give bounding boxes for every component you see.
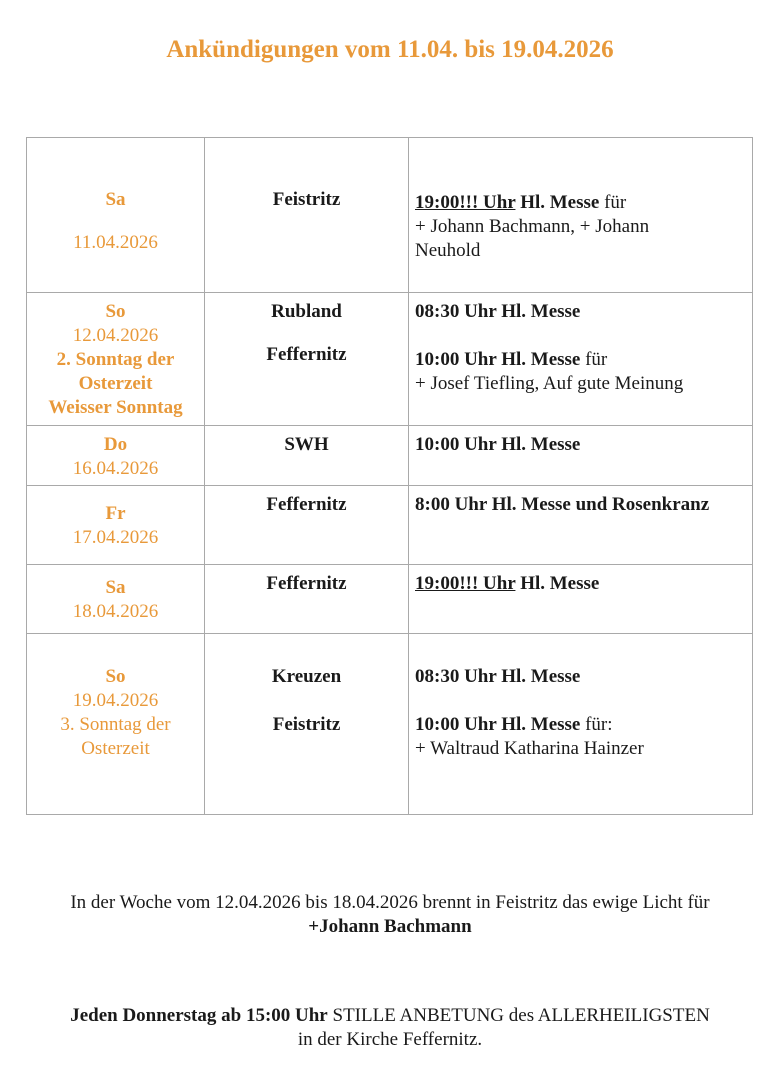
event-cell xyxy=(409,486,753,565)
page-title: Ankündigungen vom 11.04. bis 19.04.2026 xyxy=(166,36,614,63)
place-cell xyxy=(205,138,409,293)
event-intention: + Josef Tiefling, Auf gute Meinung xyxy=(415,373,684,394)
weekday: Fr xyxy=(105,503,126,524)
event-suffix: für xyxy=(599,192,627,213)
location: Kreuzen xyxy=(271,666,342,687)
weekday: So xyxy=(105,666,126,687)
day-cell xyxy=(27,426,205,486)
place-cell xyxy=(205,426,409,486)
weekday: So xyxy=(105,301,126,322)
location: Feffernitz xyxy=(266,344,347,365)
event-intention: + Johann Bachmann, + Johann xyxy=(415,216,650,237)
weekday: Sa xyxy=(105,577,126,598)
event-title: Hl. Messe xyxy=(515,573,600,594)
eternal-light-text: In der Woche vom 12.04.2026 bis 18.04.2026 brennt in Feistritz das ewige Licht für xyxy=(70,892,710,913)
schedule-table xyxy=(26,137,753,815)
table-row xyxy=(27,426,753,486)
event-cell xyxy=(409,138,753,293)
event-title: 10:00 Uhr Hl. Messe xyxy=(415,714,581,735)
location: Feistritz xyxy=(272,714,341,735)
date: 12.04.2026 xyxy=(72,325,159,346)
event-title: 8:00 Uhr Hl. Messe und Rosenkranz xyxy=(415,494,710,515)
adoration-time: Jeden Donnerstag ab 15:00 Uhr xyxy=(70,1005,328,1026)
eternal-light-note xyxy=(0,891,780,939)
adoration-text: STILLE ANBETUNG des ALLERHEILIGSTEN xyxy=(327,1005,710,1026)
event-cell xyxy=(409,293,753,426)
place-cell xyxy=(205,634,409,815)
place-cell xyxy=(205,565,409,634)
date: 19.04.2026 xyxy=(72,690,159,711)
table-row xyxy=(27,565,753,634)
table-row xyxy=(27,138,753,293)
sunday-name: 2. Sonntag der xyxy=(56,349,175,370)
event-cell xyxy=(409,426,753,486)
place-cell xyxy=(205,293,409,426)
sunday-name: Weisser Sonntag xyxy=(48,397,183,418)
event-title: 10:00 Uhr Hl. Messe xyxy=(415,434,581,455)
table-row xyxy=(27,293,753,426)
table-row xyxy=(27,486,753,565)
location: SWH xyxy=(284,434,329,455)
adoration-note xyxy=(0,1004,780,1052)
day-cell xyxy=(27,138,205,293)
weekday: Do xyxy=(103,434,128,455)
day-cell xyxy=(27,634,205,815)
sunday-name: Osterzeit xyxy=(78,373,153,394)
table-row xyxy=(27,634,753,815)
day-cell xyxy=(27,565,205,634)
location: Feistritz xyxy=(272,189,341,210)
event-intention: + Waltraud Katharina Hainzer xyxy=(415,738,644,759)
event-suffix: für xyxy=(580,349,608,370)
event-title: 10:00 Uhr Hl. Messe xyxy=(415,349,581,370)
date: 18.04.2026 xyxy=(72,601,159,622)
event-time: 19:00!!! Uhr xyxy=(415,573,516,594)
event-intention: Neuhold xyxy=(415,240,481,261)
weekday: Sa xyxy=(105,189,126,210)
adoration-location: in der Kirche Feffernitz. xyxy=(297,1029,483,1050)
sunday-name: Osterzeit xyxy=(81,738,150,759)
event-title: Hl. Messe xyxy=(515,192,600,213)
location: Feffernitz xyxy=(266,573,347,594)
event-time: 19:00!!! Uhr xyxy=(415,192,516,213)
date: 17.04.2026 xyxy=(72,527,159,548)
date: 16.04.2026 xyxy=(72,458,159,479)
event-cell xyxy=(409,565,753,634)
event-title: 08:30 Uhr Hl. Messe xyxy=(415,666,581,687)
day-cell xyxy=(27,486,205,565)
eternal-light-name: +Johann Bachmann xyxy=(308,916,472,937)
sunday-name: 3. Sonntag der xyxy=(60,714,171,735)
location: Feffernitz xyxy=(266,494,347,515)
place-cell xyxy=(205,486,409,565)
day-cell xyxy=(27,293,205,426)
date: 11.04.2026 xyxy=(73,232,158,253)
event-suffix: für: xyxy=(580,714,613,735)
location: Rubland xyxy=(271,301,342,322)
event-cell xyxy=(409,634,753,815)
event-title: 08:30 Uhr Hl. Messe xyxy=(415,301,581,322)
